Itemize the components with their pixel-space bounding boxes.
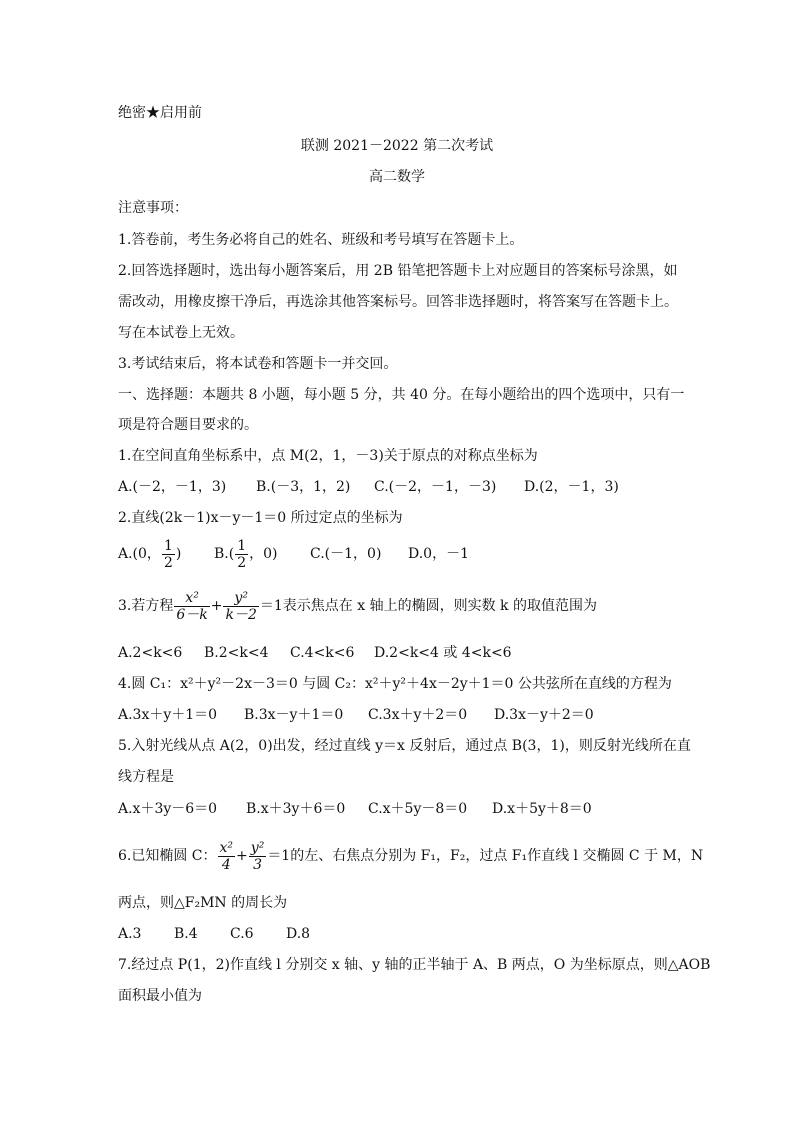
question-6-options: [118, 924, 310, 944]
section-1-intro-line-1: 一、选择题：本题共 8 小题，每小题 5 分，共 40 分。在每小题给出的四个选项中，只有一: [118, 387, 685, 403]
q2-option-c: C.(－1，0): [310, 546, 382, 562]
notice-heading: 注意事项：: [118, 200, 188, 216]
section-1-intro-line-2: 项是符合题目要求的。: [118, 417, 258, 433]
fraction-one-half: $\frac{1}{2}$: [237, 537, 247, 571]
q4-option-d: D.3x－y＋2＝0: [494, 707, 594, 723]
q4-option-b: B.3x－y＋1＝0: [244, 707, 344, 723]
question-5-options: [118, 799, 592, 819]
question-1-options: [118, 477, 619, 497]
q5-option-b: B.x＋3y＋6＝0: [246, 801, 346, 817]
q1-option-d: D.(2，－1，3): [524, 479, 619, 495]
q5-option-d: D.x＋5y＋8＝0: [492, 801, 592, 817]
fraction-one-half: $\frac{1}{2}$: [163, 537, 173, 571]
notice-2-line-2: 需改动，用橡皮擦干净后，再选涂其他答案标号。回答非选择题时，将答案写在答题卡上。: [118, 294, 678, 310]
question-5-stem-line-2: 线方程是: [118, 769, 174, 785]
q2-option-a: A.(0， $\frac{1}{2}$ ): [118, 537, 182, 571]
fraction-y2-over-k-minus-2: $\frac{\text{y²}}{k-2}$: [225, 589, 257, 623]
fraction-x2-over-4: $\frac{\text{x²}}{4}$: [219, 839, 234, 873]
q6-option-d: D.8: [286, 926, 311, 942]
question-4-options: [118, 705, 594, 725]
confidential-label: 绝密★启用前: [118, 105, 202, 121]
q6-option-a: A.3: [118, 926, 142, 942]
q3-option-c: C.4<k<6: [290, 645, 355, 661]
q1-option-a: A.(－2，－1，3): [118, 479, 227, 495]
q3-option-a: A.2<k<6: [118, 645, 183, 661]
notice-1: 1.答卷前，考生务必将自己的姓名、班级和考号填写在答题卡上。: [118, 232, 524, 248]
q3-option-b: B.2<k<4: [204, 645, 269, 661]
notice-3: 3.考试结束后，将本试卷和答题卡一并交回。: [118, 356, 398, 372]
subject-title: 高二数学: [369, 169, 425, 185]
question-3-options: [118, 643, 512, 663]
exam-title: 联测 2021－2022 第二次考试: [300, 138, 494, 154]
q4-option-c: C.3x＋y＋2＝0: [368, 707, 468, 723]
question-2-options: [118, 536, 469, 572]
question-6-stem-line-2: 两点，则△F₂MN 的周长为: [118, 895, 288, 911]
fraction-y2-over-3: $\frac{\text{y²}}{3}$: [250, 839, 265, 873]
q5-option-a: A.x＋3y－6＝0: [118, 801, 218, 817]
notice-2-line-1: 2.回答选择题时，选出每小题答案后，用 2B 铅笔把答题卡上对应题目的答案标号涂黑，如: [118, 263, 678, 279]
question-4-stem: 4.圆 C₁：x²＋y²－2x－3＝0 与圆 C₂：x²＋y²＋4x－2y＋1＝0 公共弦所在直线的方程为: [118, 676, 672, 692]
question-7-stem-line-2: 面积最小值为: [118, 988, 202, 1004]
question-5-stem-line-1: 5.入射光线从点 A(2，0)出发，经过直线 y＝x 反射后，通过点 B(3，1)，则反射光线所在直: [118, 738, 691, 754]
q3-option-d: D.2<k<4 或 4<k<6: [374, 645, 512, 661]
q4-option-a: A.3x＋y＋1＝0: [118, 707, 218, 723]
question-6-stem-line-1: 6.已知椭圆 C： $\frac{\text{x²}}{4}$ + $\frac{\text{y²}}{3}$ ＝1的左、右焦点分别为 F₁，F₂，过点 F₁作直线 l 交椭圆 C 于 M，N: [118, 839, 704, 873]
notice-2-line-3: 写在本试卷上无效。: [118, 325, 244, 341]
q2-option-d: D.0，－1: [408, 546, 469, 562]
q6-option-b: B.4: [174, 926, 198, 942]
q2-option-b: B.( $\frac{1}{2}$ ，0): [214, 537, 278, 571]
question-2-stem: 2.直线(2k－1)x－y－1＝0 所过定点的坐标为: [118, 510, 403, 526]
q5-option-c: C.x＋5y－8＝0: [368, 801, 468, 817]
q1-option-c: C.(－2，－1，－3): [374, 479, 497, 495]
q1-option-b: B.(－3，1，2): [256, 479, 351, 495]
fraction-x2-over-6-minus-k: $\frac{\text{x²}}{6-k}$: [176, 589, 208, 623]
question-3-stem: 3.若方程 $\frac{\text{x²}}{6-k}$ + $\frac{\text{y²}}{k-2}$ ＝1表示焦点在 x 轴上的椭圆，则实数 k 的取值范围为: [118, 589, 597, 623]
question-1-stem: 1.在空间直角坐标系中，点 M(2，1，－3)关于原点的对称点坐标为: [118, 448, 538, 464]
q6-option-c: C.6: [230, 926, 254, 942]
question-7-stem-line-1: 7.经过点 P(1，2)作直线 l 分别交 x 轴、y 轴的正半轴于 A、B 两点，O 为坐标原点，则△AOB: [118, 957, 711, 973]
